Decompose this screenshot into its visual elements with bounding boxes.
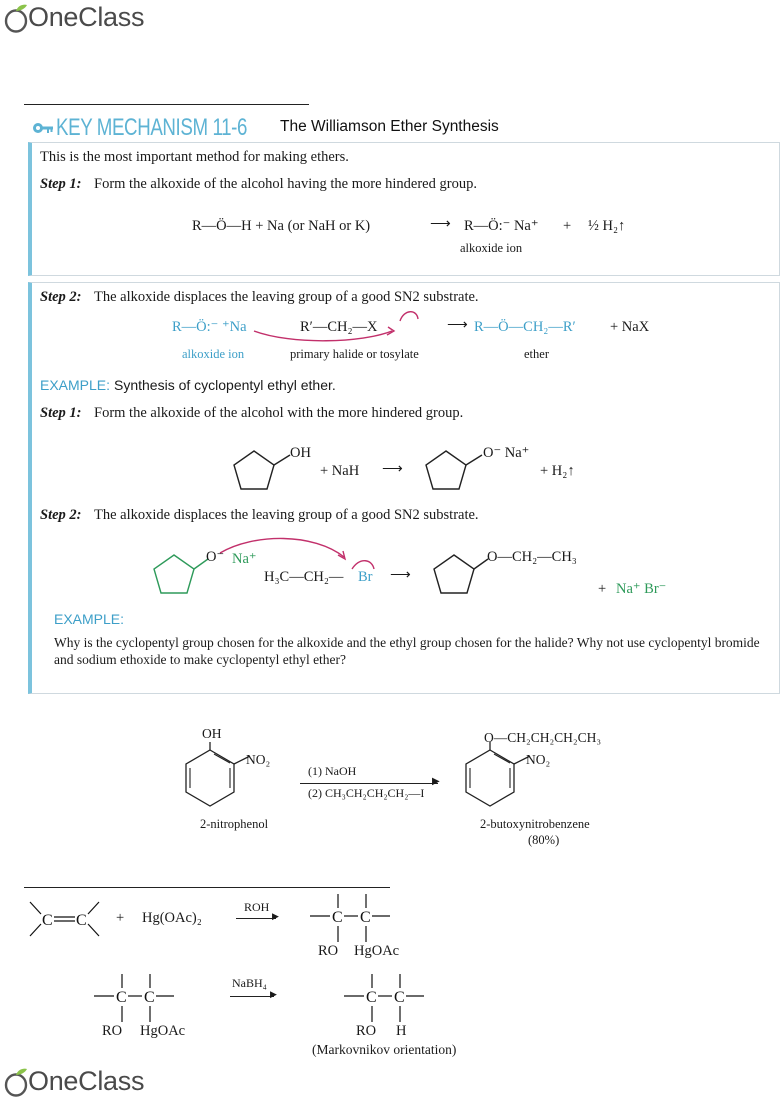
ex-eq2-br: Br: [358, 569, 373, 585]
key-icon: [32, 120, 54, 136]
ex-eq1-o-minus: O⁻ Na⁺: [483, 445, 530, 461]
nitro-product-chain: O—CH₂CH₂CH₂CH₃: [484, 730, 602, 745]
leaf-o-icon: [4, 1067, 30, 1097]
brand-name-footer: OneClass: [28, 1066, 145, 1096]
question-line2: and sodium ethoxide to make cyclopentyl ethyl ether?: [54, 652, 347, 667]
mechanism-heading: [32, 114, 499, 141]
oxymerc-hg: Hg(OAc)₂: [142, 910, 202, 926]
eq2-label-ether: ether: [524, 347, 549, 361]
mechanism-label: KEY MECHANISM 11-6: [56, 114, 247, 141]
product1-skeleton: [306, 890, 396, 946]
ex-eq2-salt: Na⁺ Br⁻: [616, 581, 667, 597]
ex-eq2-ether: O—CH₂—CH₃: [487, 549, 577, 565]
svg-text:C: C: [394, 989, 405, 1006]
oxymerc-arrowhead1: ▶: [272, 911, 279, 921]
svg-text:C: C: [366, 989, 377, 1006]
ex-eq2-halide: H₃C—CH₂—: [264, 569, 344, 585]
brand-name: OneClass: [28, 2, 145, 32]
ex-step1-label: Step 1:: [40, 405, 82, 421]
cyclopentoxide-ring: [422, 441, 492, 497]
oxymerc-reagent2: NaBH₄: [232, 976, 267, 990]
alkene-structure: [28, 896, 108, 944]
example2-label: EXAMPLE:: [54, 611, 125, 627]
eq1-product-label: alkoxide ion: [460, 241, 523, 255]
oxymerc-arrow1: [236, 918, 276, 919]
nitro-product-no2: NO₂: [526, 752, 551, 767]
ex-eq1-arrow: ⟶: [382, 461, 403, 477]
ex-eq2-o-minus: O⁻: [206, 549, 225, 565]
nitro-no2: NO₂: [246, 752, 271, 767]
svg-text:C: C: [144, 989, 155, 1006]
mechanism-title: The Williamson Ether Synthesis: [280, 118, 499, 135]
panel-step2: [28, 282, 780, 694]
eq1-h2: ½ H₂↑: [588, 218, 626, 234]
svg-text:C: C: [332, 909, 343, 926]
r2-sub-right: HgOAc: [140, 1023, 186, 1039]
reactant2-skeleton: [90, 970, 180, 1026]
intro-text: This is the most important method for making ethers.: [40, 149, 349, 165]
nitro-reagent1: (1) NaOH: [308, 764, 357, 778]
nitro-product-name: 2-butoxynitrobenzene: [480, 817, 590, 831]
oxymerc-note: (Markovnikov orientation): [312, 1042, 457, 1057]
example1-label: EXAMPLE:: [40, 377, 111, 393]
eq2-halide: R′—CH₂—X: [300, 319, 378, 335]
question-line1: Why is the cyclopentyl group chosen for the alkoxide and the ethyl group chosen for the halide? Why not use cyclopentyl bromide: [54, 635, 760, 650]
product2-skeleton: [340, 970, 430, 1026]
oxymerc-rule: [24, 887, 390, 888]
heading-rule: [24, 104, 309, 105]
step1-label: Step 1:: [40, 176, 82, 192]
eq1-arrow: ⟶: [430, 216, 451, 232]
brand-logo: [4, 2, 144, 33]
step2-text: The alkoxide displaces the leaving group of a good SN2 substrate.: [94, 289, 479, 305]
eq1-plus: +: [563, 218, 572, 234]
nitro-reagent2: (2) CH₃CH₂CH₂CH₂—I: [308, 786, 425, 800]
nitro-oh: OH: [202, 726, 222, 741]
step2-label: Step 2:: [40, 289, 82, 305]
nitro-arrow: [300, 783, 438, 784]
eq2-arrow: ⟶: [447, 317, 468, 333]
eq1-left: R—Ö—H + Na (or NaH or K): [192, 218, 371, 234]
p2-sub-left: RO: [356, 1023, 377, 1039]
leaf-o-icon: [4, 3, 30, 33]
eq2-ether: R—Ö—CH₂—R′: [474, 319, 576, 335]
ex-eq1-plus2: + H₂↑: [540, 463, 575, 479]
eq1-product: R—Ö:⁻ Na⁺: [464, 218, 539, 234]
r2-sub-left: RO: [102, 1023, 123, 1039]
ex-step1-text: Form the alkoxide of the alcohol with the more hindered group.: [94, 405, 464, 421]
ex-eq2-salt-plus: +: [598, 581, 607, 597]
oxymerc-plus: +: [116, 910, 125, 926]
ex-eq2-na: Na⁺: [232, 551, 257, 567]
svg-text:C: C: [42, 912, 53, 929]
eq2-label-alkoxide: alkoxide ion: [182, 347, 245, 361]
nitro-reactant-name: 2-nitrophenol: [200, 817, 269, 831]
svg-text:C: C: [116, 989, 127, 1006]
p2-sub-right: H: [396, 1023, 407, 1039]
eq2-label-halide: primary halide or tosylate: [290, 347, 419, 361]
nitro-yield: (80%): [528, 833, 560, 847]
ex-step2-label: Step 2:: [40, 507, 82, 523]
svg-text:C: C: [360, 909, 371, 926]
ex-eq1-oh: OH: [290, 445, 311, 461]
ex-eq2-arrow: ⟶: [390, 567, 411, 583]
step1-text: Form the alkoxide of the alcohol having the more hindered group.: [94, 176, 477, 192]
eq2-salt: + NaX: [610, 319, 650, 335]
ex-step2-text: The alkoxide displaces the leaving group of a good SN2 substrate.: [94, 507, 479, 523]
oxymerc-arrowhead2: ▶: [270, 989, 277, 999]
eq2-alkoxide: R—Ö:⁻ ⁺Na: [172, 319, 247, 335]
p1-sub-left: RO: [318, 943, 339, 959]
ex-eq1-plus1: + NaH: [320, 463, 360, 479]
oxymerc-reagent1: ROH: [244, 900, 270, 914]
brand-logo-footer: [4, 1066, 144, 1097]
p1-sub-right: HgOAc: [354, 943, 400, 959]
nitro-arrowhead: ▶: [432, 776, 440, 787]
panel-step1: [28, 142, 780, 276]
oxymerc-arrow2: [230, 996, 274, 997]
example1-text: Synthesis of cyclopentyl ethyl ether.: [114, 377, 336, 393]
svg-text:C: C: [76, 912, 87, 929]
